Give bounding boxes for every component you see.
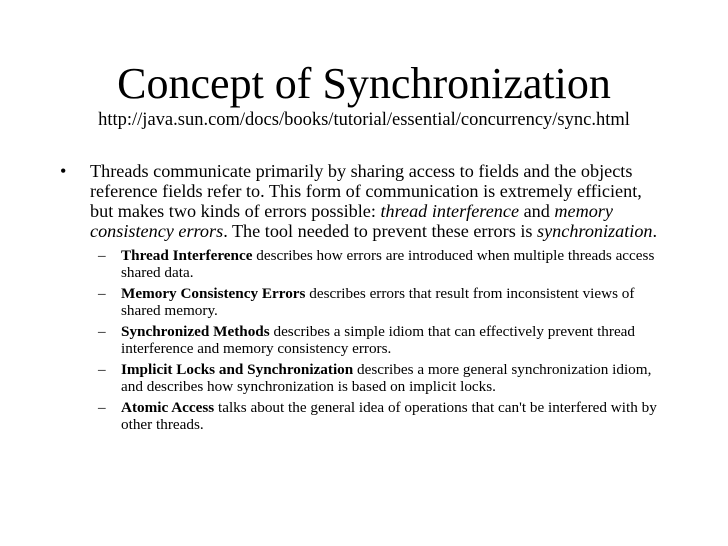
slide-body [58,161,668,438]
sub-bullet-implicit-locks [98,362,668,395]
sub-bullet-desc: describes how errors are introduced when multiple threads access shared data. [121,247,655,281]
sub-bullet-desc: talks about the general idea of operations that can't be interfered with by other threads. [121,399,657,433]
term-thread-interference: thread interference [380,201,520,221]
sub-bullet-desc: describes errors that result from inconsistent views of shared memory. [121,285,635,319]
sub-bullet-atomic-access [98,400,668,433]
term-memory-consistency-errors: memory consistency errors [90,201,613,241]
sub-bullet-synchronized-methods [98,324,668,357]
bullet-marker: • [60,161,67,181]
bullet-text: Threads communicate primarily by sharing access to fields and the objects reference fields refer to. This form of communication is extremely efficient, but makes two kinds of errors possible: [90,161,642,221]
sub-bullet-marker: – [98,285,106,302]
source-url: http://java.sun.com/docs/books/tutorial/essential/concurrency/sync.html [98,110,630,130]
term-synchronization: synchronization [537,221,653,241]
main-bullet [58,161,668,241]
sub-bullet-thread-interference [98,248,668,281]
sub-bullet-desc: describes a more general synchronization idiom, and describes how synchronization is based on implicit locks. [121,361,652,395]
sub-bullet-marker: – [98,399,106,416]
sub-bullet-desc: describes a simple idiom that can effectively prevent thread interference and memory consistency errors. [121,323,636,357]
sub-bullet-term: Thread Interference [121,247,253,264]
slide-title: Concept of Synchronization [117,59,611,108]
bullet-text: . The tool needed to prevent these errors is [223,221,537,241]
sub-bullet-marker: – [98,247,106,264]
sub-bullet-term: Synchronized Methods [121,323,270,340]
sub-bullet-term: Memory Consistency Errors [121,285,306,302]
sub-bullet-memory-consistency [98,286,668,319]
bullet-text: . [652,221,658,241]
sub-bullet-list [58,248,668,433]
sub-bullet-marker: – [98,361,106,378]
sub-bullet-term: Atomic Access [121,399,215,416]
sub-bullet-term: Implicit Locks and Synchronization [121,361,354,378]
bullet-text: and [519,201,555,221]
sub-bullet-marker: – [98,323,106,340]
